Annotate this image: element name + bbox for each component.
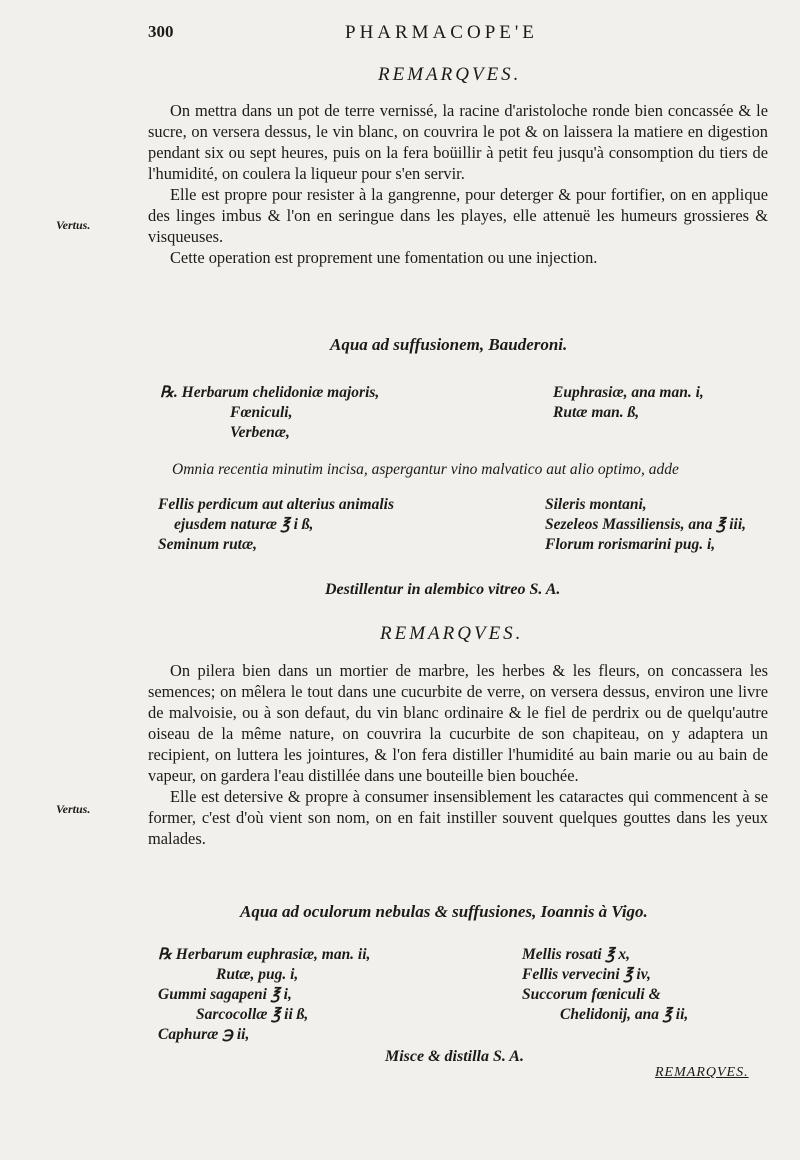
catchword: REMARQVES.	[655, 1065, 749, 1080]
recipe-line: Seminum rutæ,	[158, 536, 258, 553]
recipe-title: Aqua ad oculorum nebulas & suffusiones, Ioannis à Vigo.	[240, 902, 648, 921]
recipe-line: Rutæ, pug. i,	[216, 966, 299, 983]
recipe-line: Euphrasiæ, ana man. i,	[553, 384, 704, 401]
recipe-right-column-2	[545, 495, 746, 555]
recipe-title: Aqua ad suffusionem, Bauderoni.	[330, 335, 568, 354]
recipe-instruction: Omnia recentia minutim incisa, aspergantur vino malvatico aut alio optimo, adde	[172, 461, 679, 478]
recipe-right-column	[522, 945, 688, 1025]
recipe-closing: Misce & distilla S. A.	[385, 1048, 524, 1065]
recipe-line: Sezeleos Massiliensis, ana ℥ iii,	[545, 516, 747, 533]
recipe-line: Sileris montani,	[545, 496, 647, 513]
recipe-line: Fellis vervecini ℥ iv,	[522, 966, 651, 983]
recipe-closing: Destillentur in alembico vitreo S. A.	[325, 581, 561, 598]
recipe-line: Fellis perdicum aut alterius animalis	[158, 496, 394, 513]
recipe-line: Caphuræ ℈ ii,	[158, 1026, 250, 1043]
recipe-line: Verbenæ,	[230, 424, 290, 441]
recipe-line: Florum rorismarini pug. i,	[545, 536, 716, 553]
recipe-line: ℞ Herbarum euphrasiæ, man. ii,	[158, 946, 371, 963]
recipe-line: ejusdem naturæ ℥ i ß,	[174, 516, 314, 533]
paragraph: Cette operation est proprement une fomentation ou une injection.	[170, 248, 598, 267]
running-head: PHARMACOPE'E	[345, 22, 538, 43]
recipe-line: Mellis rosati ℥ x,	[522, 946, 630, 963]
recipe-line: ℞. Herbarum chelidoniæ majoris,	[160, 384, 380, 401]
page-number: 300	[148, 22, 174, 41]
recipe-right-column	[553, 383, 704, 423]
recipe-left-column-2	[158, 495, 394, 555]
margin-note-vertus: Vertus.	[56, 218, 91, 232]
section1-body	[148, 100, 768, 268]
paragraph: On pilera bien dans un mortier de marbre, les herbes & les fleurs, on concassera les semences; on mêlera le tout dans une cucurbite de verre, on versera dessus, environ une livre de malvoisie, ou à son defaut, du vin blanc ordinaire & le fiel de perdrix ou de quelqu'autre oiseau de la même nature, on couvrira la cucurbite de son chapiteau, on y adaptera un recipient, on luttera les jointures, & l'on fera distiller l'humidité au bain marie ou au bain de vapeur, on gardera l'eau distillée dans une bouteille bien bouchée.	[148, 661, 768, 785]
margin-note-vertus: Vertus.	[56, 802, 91, 816]
recipe-line: Chelidonij, ana ℥ ii,	[560, 1006, 689, 1023]
recipe-left-column	[160, 383, 379, 443]
paragraph: Elle est propre pour resister à la gangrenne, pour deterger & pour fortifier, on en applique des linges imbus & l'on en seringue dans les playes, elle attenuë les humeurs grossieres & visqueuses.	[148, 185, 768, 246]
paragraph: On mettra dans un pot de terre vernissé, la racine d'aristoloche ronde bien concassée & le sucre, on versera dessus, le vin blanc, on couvrira le pot & on laissera la matiere en digestion pendant six ou sept heures, puis on la fera boüillir à petit feu jusqu'à consomption du tiers de l'humidité, on coulera la liqueur pour s'en servir.	[148, 101, 768, 183]
recipe-line: Rutæ man. ß,	[553, 404, 640, 421]
recipe-left-column	[158, 945, 370, 1045]
section2-body	[148, 660, 768, 849]
paragraph: Elle est detersive & propre à consumer insensiblement les cataractes qui commencent à se former, c'est d'où vient son nom, on en fait instiller souvent quelques gouttes dans les yeux malades.	[148, 787, 768, 848]
section-heading-1: REMARQVES.	[378, 64, 522, 85]
recipe-line: Fœniculi,	[230, 404, 293, 421]
section-heading-2: REMARQVES.	[380, 623, 524, 644]
recipe-line: Sarcocollæ ℥ ii ß,	[196, 1006, 309, 1023]
recipe-line: Gummi sagapeni ℥ i,	[158, 986, 292, 1003]
recipe-line: Succorum fœniculi &	[522, 986, 661, 1003]
